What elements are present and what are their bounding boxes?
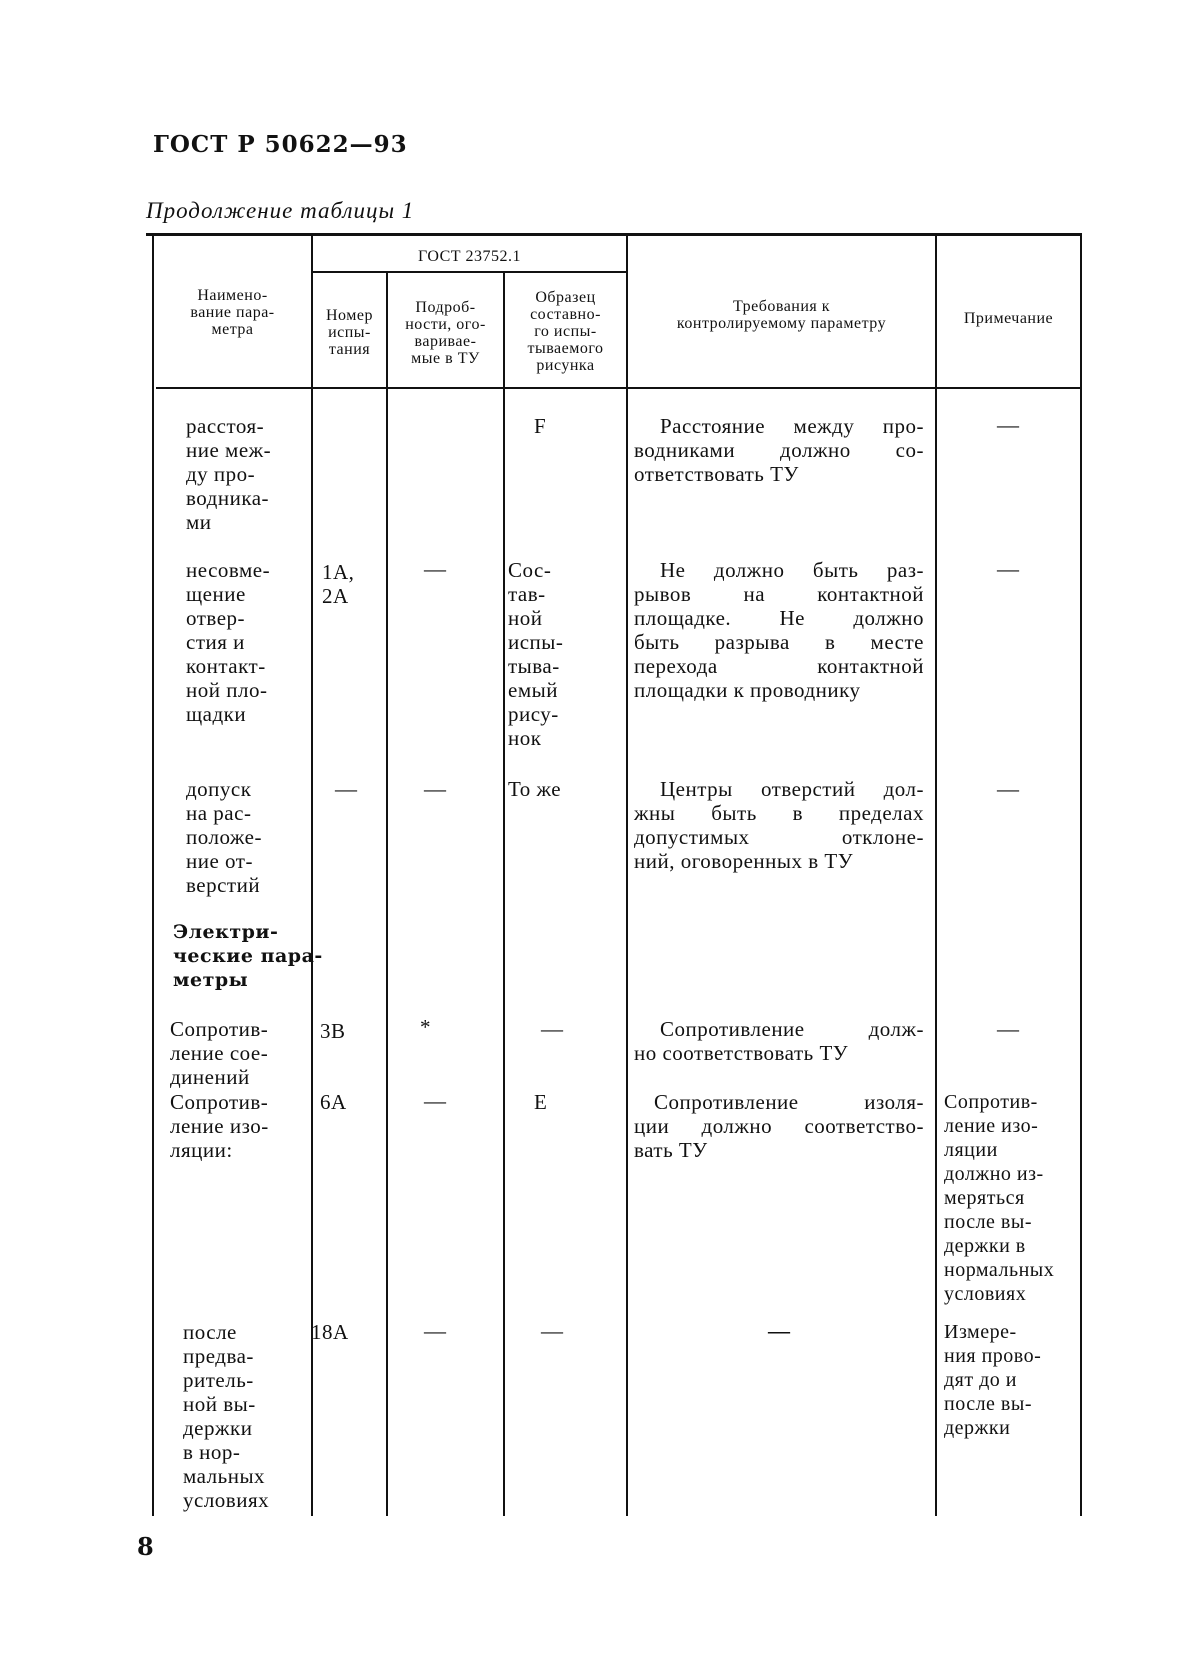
requirement-text: Сопротивление долж- но соответствовать ТУ bbox=[634, 1017, 924, 1065]
sample-cell: Е bbox=[534, 1090, 548, 1114]
details-dash: — bbox=[424, 1088, 446, 1113]
details-cell: * bbox=[420, 1015, 431, 1039]
header-sample: Образец составно- го испы- тываемого рисунка bbox=[527, 288, 604, 374]
page-number: 8 bbox=[137, 1532, 154, 1561]
sample-cell: Сос- тав- ной испы- тыва- емый рису- нок bbox=[508, 558, 564, 750]
header-requirements: Требования к контролируемому параметру bbox=[676, 298, 887, 332]
header-group: ГОСТ 23752.1 bbox=[417, 247, 522, 265]
test-no-cell: 18А bbox=[311, 1320, 349, 1344]
column-rule bbox=[626, 236, 628, 1516]
note-dash: — bbox=[997, 556, 1019, 581]
param-name: несовме- щение отвер- стия и контакт- ной пло- щадки bbox=[186, 558, 271, 726]
param-name: расстоя- ние меж- ду про- водника- ми bbox=[186, 414, 272, 534]
note-dash: — bbox=[997, 412, 1019, 437]
test-no-cell: 6А bbox=[320, 1090, 347, 1114]
group-underline bbox=[312, 271, 626, 273]
column-rule bbox=[1080, 236, 1082, 1516]
sample-cell: То же bbox=[508, 777, 562, 801]
column-rule bbox=[503, 273, 505, 1516]
details-dash: — bbox=[424, 776, 446, 801]
header-test-no: Номер испы- тания bbox=[326, 307, 373, 358]
requirement-text: Не должно быть раз- рывов на контактной площадке. Не должно быть разрыва в месте перехода контактной площадки к проводнику bbox=[634, 558, 924, 702]
header-bottom-rule bbox=[156, 387, 1082, 389]
column-rule bbox=[935, 236, 937, 1516]
document-header: ГОСТ Р 50622—93 bbox=[153, 131, 408, 158]
note-text: Измере- ния прово- дят до и после вы- держки bbox=[944, 1321, 1042, 1439]
note-dash: — bbox=[997, 776, 1019, 801]
note-text: Сопротив- ление изо- ляции должно из- меряться после вы- держки в нормальных условиях bbox=[944, 1091, 1055, 1305]
requirement-dash: — bbox=[768, 1318, 790, 1343]
details-dash: — bbox=[424, 556, 446, 581]
sample-dash: — bbox=[541, 1318, 563, 1343]
section-heading: Электри- ческие пара- метры bbox=[173, 921, 323, 991]
note-dash: — bbox=[997, 1016, 1019, 1041]
details-dash: — bbox=[424, 1318, 446, 1343]
param-name: Сопротив- ление изо- ляции: bbox=[170, 1090, 269, 1162]
test-no-cell: 3В bbox=[320, 1019, 346, 1043]
param-name: допуск на рас- положе- ние от- верстий bbox=[186, 777, 262, 897]
sample-dash: — bbox=[541, 1016, 563, 1041]
header-name: Наимено- вание пара- метра bbox=[190, 287, 275, 338]
test-no-cell: 1А, 2А bbox=[322, 560, 355, 608]
header-details: Подроб- ности, ого- вариваe- мые в ТУ bbox=[405, 298, 486, 367]
header-note: Примечание bbox=[963, 309, 1054, 327]
table-caption: Продолжение таблицы 1 bbox=[146, 198, 415, 223]
table-top-rule bbox=[146, 233, 1082, 236]
column-rule bbox=[386, 273, 388, 1516]
sample-cell: F bbox=[534, 414, 547, 438]
param-name: Сопротив- ление сое- динений bbox=[170, 1017, 269, 1089]
requirement-text: Сопротивление изоля- ции должно соответство- вать ТУ bbox=[634, 1090, 924, 1162]
requirement-text: Расстояние между про- водниками должно со- ответствовать ТУ bbox=[634, 414, 924, 486]
requirement-text: Центры отверстий дол- жны быть в пределах допустимых отклоне- ний, оговоренных в ТУ bbox=[634, 777, 924, 873]
param-name: после предва- ритель- ной вы- держки в нор- мальных условиях bbox=[183, 1320, 270, 1512]
column-rule bbox=[152, 236, 154, 1516]
test-no-dash: — bbox=[335, 776, 357, 801]
